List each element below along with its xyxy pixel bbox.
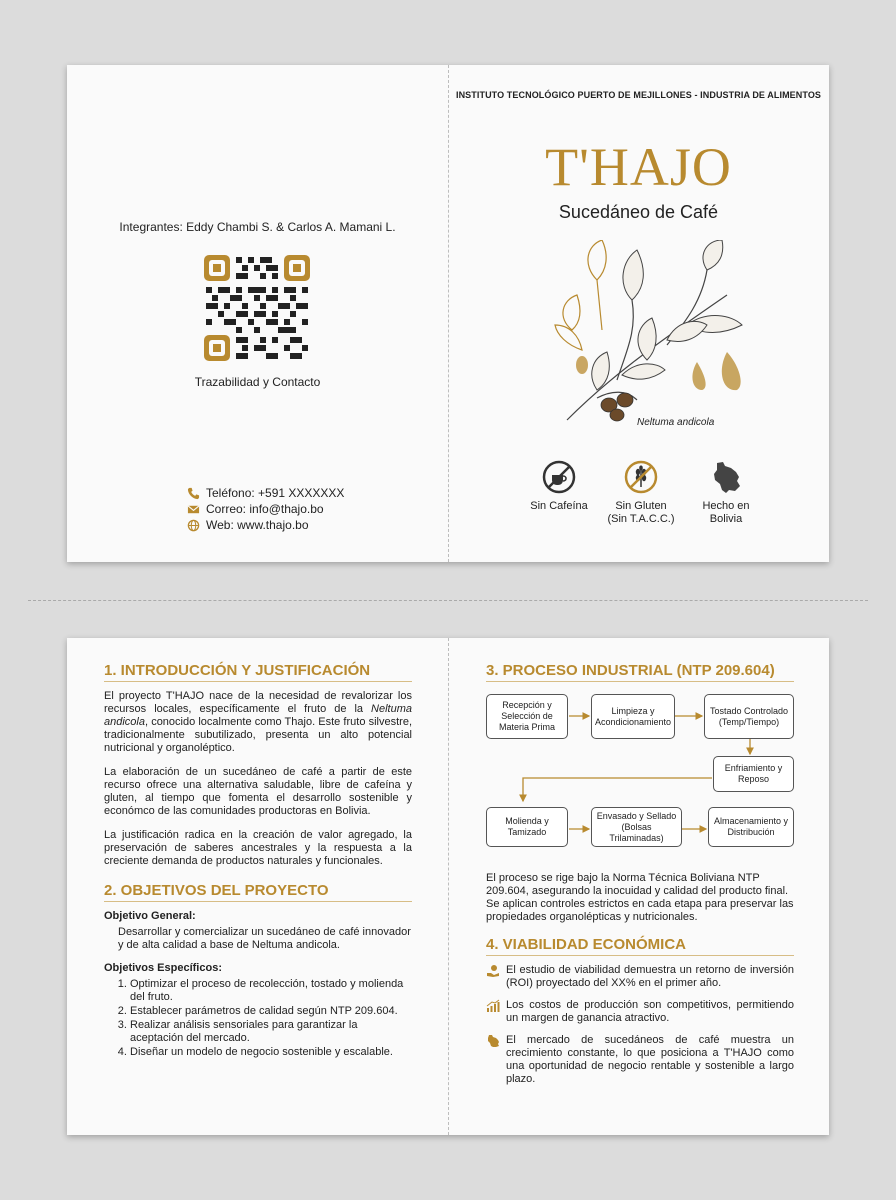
badge-made-in-bolivia-label: Hecho en Bolivia — [702, 500, 750, 525]
contact-phone-text: Teléfono: +591 XXXXXXX — [206, 486, 345, 500]
list-item — [486, 1034, 794, 1086]
members-line: Integrantes: Eddy Chambi S. & Carlos A. Mamani L. — [119, 220, 396, 234]
bolivia-map-icon — [709, 460, 743, 494]
growth-chart-icon — [486, 999, 500, 1013]
botanical-illustration — [537, 240, 747, 425]
fold-line — [448, 638, 449, 1135]
intro-heading: 1. INTRODUCCIÓN Y JUSTIFICACIÓN — [104, 664, 412, 682]
process-step: Tostado Controlado (Temp/Tiempo) — [704, 694, 794, 739]
no-coffee-icon — [542, 460, 576, 494]
phone-icon — [187, 487, 200, 500]
specific-objectives-label: Objetivos Específicos: — [104, 962, 222, 974]
species-caption: Neltuma andicola — [637, 417, 715, 428]
badge-made-in-bolivia — [666, 460, 786, 526]
viability-text: El mercado de sucedáneos de café muestra un crecimiento constante, lo que posiciona a T'HAJO como una oportunidad de negocio rentable y sostenible a largo plazo. — [506, 1034, 794, 1085]
list-item — [486, 964, 794, 990]
bolivia-map-icon — [486, 1034, 500, 1048]
product-subtitle: Sucedáneo de Café — [558, 202, 719, 222]
list-item: 1. Optimizar el proceso de recolección, tostado y molienda del fruto. — [130, 978, 412, 1004]
general-objective-label: Objetivo General: — [104, 910, 196, 922]
list-item — [486, 999, 794, 1025]
list-item: 4. Diseñar un modelo de negocio sostenible y escalable. — [130, 1046, 412, 1059]
intro-paragraph-3: La justificación radica en la creación de valor agregado, la preservación de saberes ancestrales y la respuesta a la creciente demanda de productos naturales y funcionales. — [104, 829, 412, 867]
intro-paragraph-2: La elaboración de un sucedáneo de café a partir de este recurso ofrece una alternativa saludable, libre de cafeína y gluten, al tiempo que fomenta el desarrollo sostenible y económco de las comunidades productoras en Bolivia. — [104, 766, 412, 817]
badge-gluten-free-label: Sin Gluten (Sin T.A.C.C.) — [607, 500, 675, 525]
globe-icon — [187, 519, 200, 532]
process-flowchart — [486, 694, 794, 854]
cut-line — [28, 600, 868, 601]
objectives-heading: 2. OBJETIVOS DEL PROYECTO — [104, 884, 412, 902]
specific-objectives-list — [104, 978, 412, 1059]
general-objective-text: Desarrollar y comercializar un sucedáneo de café innovador y de alta calidad a base de Neltuma andicola. — [118, 926, 411, 951]
intro-paragraph-1: El proyecto T'HAJO nace de la necesidad de revalorizar los recursos locales, específicamente el fruto de la Neltuma andicola, conocido localmente como Thajo. Este fruto silvestre, tradicionalmente subutilizado, presenta un alto potencial nutricional y organoléptico. — [104, 690, 412, 754]
brochure-outside — [67, 65, 829, 562]
process-step: Envasado y Sellado (Bolsas Trilaminadas) — [591, 807, 682, 847]
viability-heading: 4. VIABILIDAD ECONÓMICA — [486, 938, 794, 956]
brand-logo: T'HAJO — [545, 137, 732, 197]
mail-icon — [187, 503, 200, 516]
process-step: Enfriamiento y Reposo — [713, 756, 794, 792]
process-heading: 3. PROCESO INDUSTRIAL (NTP 209.604) — [486, 664, 794, 682]
badge-no-caffeine-label: Sin Cafeína — [530, 500, 588, 512]
process-step: Recepción y Selección de Materia Prima — [486, 694, 568, 739]
process-step: Almacenamiento y Distribución — [708, 807, 794, 847]
brochure-inside — [67, 638, 829, 1135]
qr-caption: Trazabilidad y Contacto — [194, 375, 321, 389]
process-step: Limpieza y Acondicionamiento — [591, 694, 675, 739]
list-item: 3. Realizar análisis sensoriales para garantizar la aceptación del mercado. — [130, 1019, 412, 1045]
process-step: Molienda y Tamizado — [486, 807, 568, 847]
inside-right-column — [486, 664, 794, 1095]
investment-hand-icon — [486, 964, 500, 978]
qr-code[interactable] — [204, 255, 310, 361]
process-description: El proceso se rige bajo la Norma Técnica Boliviana NTP 209.604, asegurando la inocuidad y calidad del producto final. Se aplican controles estrictos en cada etapa para preservar las propiedades organolépticas y nutricionales. — [486, 872, 794, 923]
contact-email[interactable] — [187, 501, 344, 517]
contact-web[interactable] — [187, 517, 344, 533]
viability-text: El estudio de viabilidad demuestra un retorno de inversión (ROI) proyectado del XX% en el primer año. — [506, 964, 794, 989]
contact-list — [187, 485, 344, 533]
contact-web-text: Web: www.thajo.bo — [206, 518, 309, 532]
no-gluten-icon — [624, 460, 658, 494]
institute-header: INSTITUTO TECNOLÓGICO PUERTO DE MEJILLONES - INDUSTRIA DE ALIMENTOS — [455, 90, 822, 100]
contact-phone[interactable] — [187, 485, 344, 501]
inside-left-column — [104, 664, 412, 1060]
contact-email-text: Correo: info@thajo.bo — [206, 502, 324, 516]
viability-text: Los costos de producción son competitivos, permitiendo un margen de ganancia atractivo. — [506, 999, 794, 1024]
list-item: 2. Establecer parámetros de calidad según NTP 209.604. — [130, 1005, 412, 1018]
